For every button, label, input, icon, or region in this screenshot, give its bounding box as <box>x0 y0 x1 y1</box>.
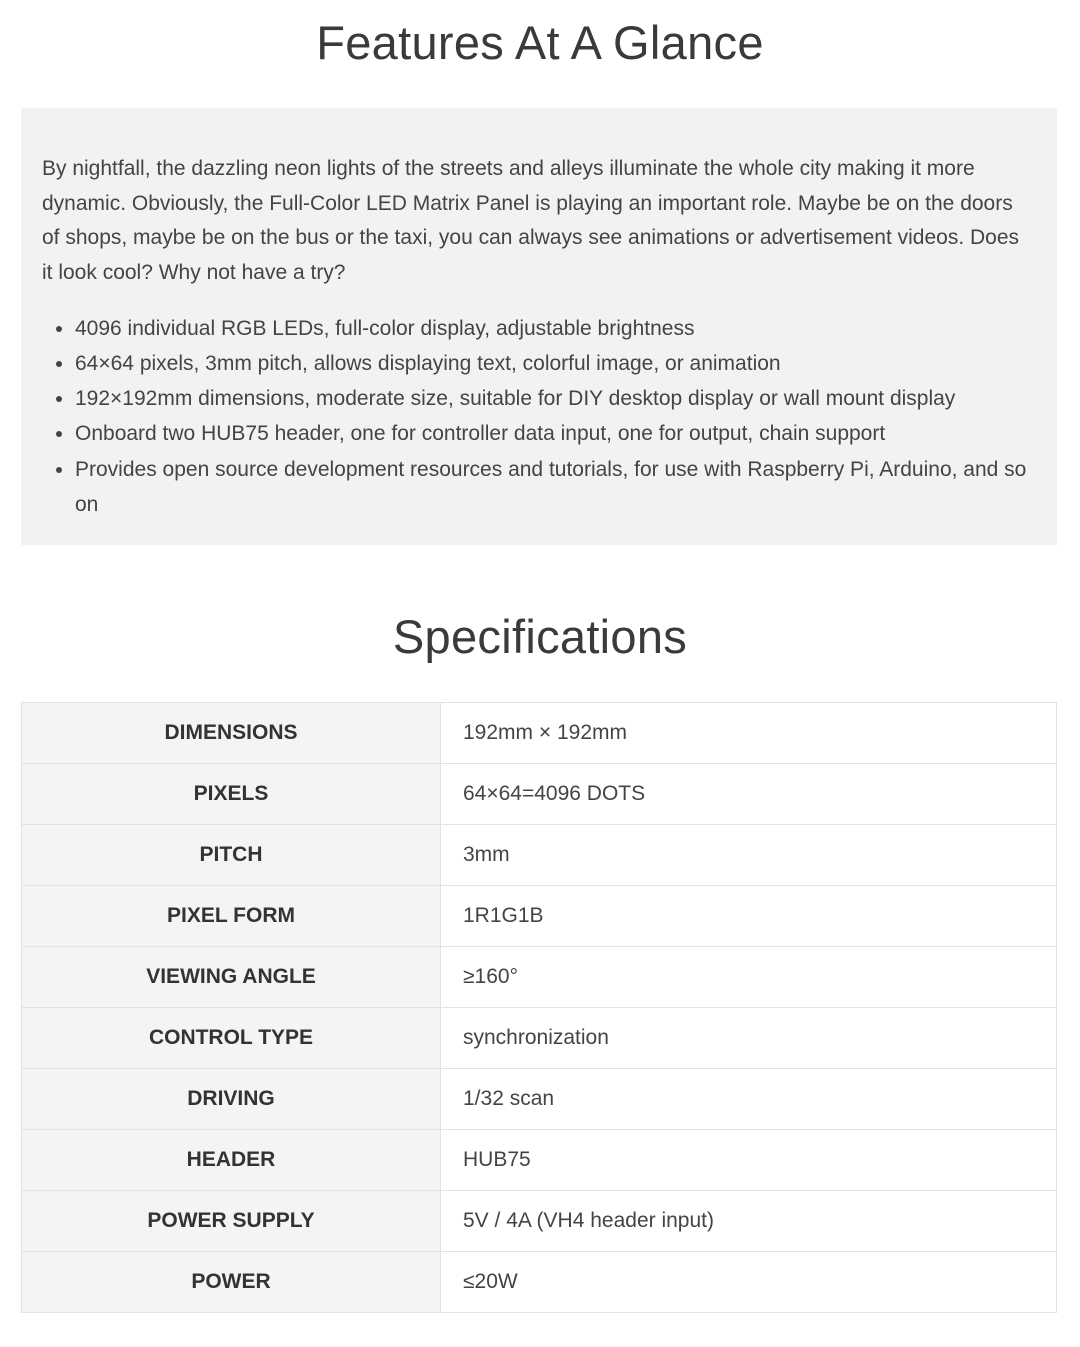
spec-label: DIMENSIONS <box>22 703 441 764</box>
table-row <box>22 825 1057 886</box>
spec-label: POWER <box>22 1252 441 1313</box>
spec-value: 1/32 scan <box>441 1069 1057 1130</box>
spec-value: ≤20W <box>441 1252 1057 1313</box>
features-list <box>42 311 1027 522</box>
features-intro: By nightfall, the dazzling neon lights of the streets and alleys illuminate the whole city making it more dynamic. Obviously, the Full-Color LED Matrix Panel is playing an important role. Maybe be on the doors of shops, maybe be on the bus or the taxi, you can always see animations or advertisement videos. Does it look cool? Why not have a try? <box>42 157 1020 285</box>
specifications-title: Specifications <box>392 610 688 663</box>
features-panel <box>21 108 1057 545</box>
table-row <box>22 1069 1057 1130</box>
spec-value: 1R1G1B <box>441 886 1057 947</box>
list-item: • 64×64 pixels, 3mm pitch, allows displaying text, colorful image, or animation <box>75 346 1027 381</box>
table-row <box>22 1130 1057 1191</box>
table-row <box>22 703 1057 764</box>
spec-value: ≥160° <box>441 947 1057 1008</box>
spec-value: 3mm <box>441 825 1057 886</box>
spec-label: PIXELS <box>22 764 441 825</box>
list-item: • Provides open source development resources and tutorials, for use with Raspberry Pi, Arduino, and so on <box>75 452 1027 522</box>
spec-label: POWER SUPPLY <box>22 1191 441 1252</box>
spec-label: PITCH <box>22 825 441 886</box>
features-title: Features At A Glance <box>316 16 764 69</box>
spec-value: 64×64=4096 DOTS <box>441 764 1057 825</box>
spec-label: DRIVING <box>22 1069 441 1130</box>
table-row <box>22 1252 1057 1313</box>
spec-value: 5V / 4A (VH4 header input) <box>441 1191 1057 1252</box>
spec-label: VIEWING ANGLE <box>22 947 441 1008</box>
list-item: • 192×192mm dimensions, moderate size, suitable for DIY desktop display or wall mount display <box>75 381 1027 416</box>
specifications-table <box>21 702 1057 1313</box>
list-item: • Onboard two HUB75 header, one for controller data input, one for output, chain support <box>75 416 1027 451</box>
spec-label: HEADER <box>22 1130 441 1191</box>
spec-value: synchronization <box>441 1008 1057 1069</box>
table-row <box>22 764 1057 825</box>
spec-label: PIXEL FORM <box>22 886 441 947</box>
table-row <box>22 886 1057 947</box>
table-row <box>22 1191 1057 1252</box>
spec-value: HUB75 <box>441 1130 1057 1191</box>
spec-label: CONTROL TYPE <box>22 1008 441 1069</box>
table-row <box>22 1008 1057 1069</box>
spec-value: 192mm × 192mm <box>441 703 1057 764</box>
table-row <box>22 947 1057 1008</box>
list-item: • 4096 individual RGB LEDs, full-color display, adjustable brightness <box>75 311 1027 346</box>
